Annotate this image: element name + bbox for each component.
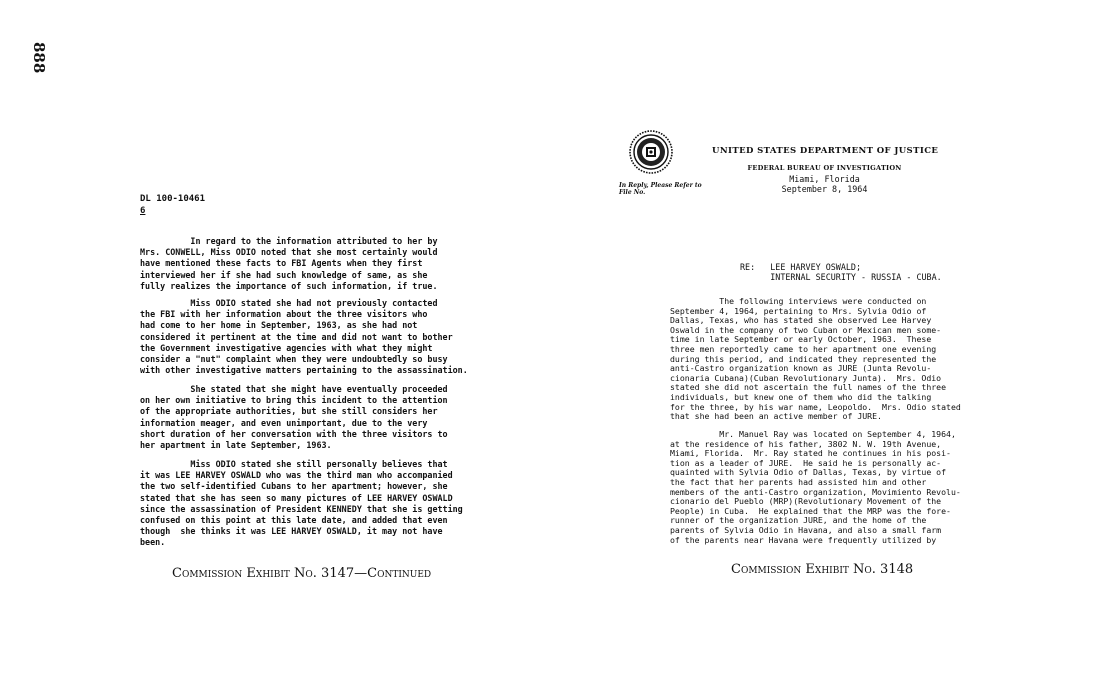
right-paragraph-2: Mr. Manuel Ray was located on September 4, 1964, at the residence of his father, 3802 N. W. 19th Avenue, Miami, Florida. Mr. Ray stated he continues in his posi- tion as a leader of JURE. He said he is personally ac- quainted with Sylvia Odio of Dallas, Texas, by virtue of the fact that her parents had assisted him and other members of the anti-Castro organization, Movimiento Revolu- cionario del Pueblo (MRP)(Revolutionary Movement of the People) in Cuba. He explained that the MRP was the fore- runner of the organization JURE, and the home of the parents of Sylvia Odio in Havana, and also a small farm of the parents near Havana were frequently utilized by: [670, 429, 961, 545]
letter-date: September 8, 1964: [781, 184, 868, 194]
page-number: 888: [30, 42, 48, 74]
right-page: [547, 0, 1094, 691]
file-number-block: [140, 193, 205, 217]
bureau-name: FEDERAL BUREAU OF INVESTIGATION: [747, 164, 902, 172]
reply-note: In Reply, Please Refer to File No.: [619, 182, 702, 196]
fbi-seal-icon: [629, 130, 673, 174]
left-paragraph-1: In regard to the information attributed to her by Mrs. CONWELL, Miss ODIO noted that she most certainly would have mentioned these facts to FBI Agents when they first interviewed her if she had such knowledge of same, as she fully realizes the importance of such information, if true.: [140, 236, 438, 291]
page-indicator: 6: [140, 206, 146, 216]
letter-city: Miami, Florida: [789, 174, 860, 184]
right-paragraph-1: The following interviews were conducted on September 4, 1964, pertaining to Mrs. Sylvia Odio of Dallas, Texas, who has stated she observed Lee Harvey Oswald in the company of two Cuban or Mexican men some- time in late September or early October, 1963. These three men reportedly came to her apartment one evening during this period, and indicated they represented the anti-Castro organization known as JURE (Junta Revolu- cionaria Cubana)(Cuban Revolutionary Junta). Mrs. Odio stated she did not ascertain the full names of the three individuals, but knew one of them who did the talking for the three, by his war name, Leopoldo. Mrs. Odio stated that she had been an active member of JURE.: [670, 296, 961, 422]
department-name: UNITED STATES DEPARTMENT OF JUSTICE: [712, 146, 939, 156]
left-exhibit-caption: Commission Exhibit No. 3147—Continued: [172, 566, 432, 581]
letterhead: [712, 146, 937, 194]
subject-line: RE: LEE HARVEY OSWALD; INTERNAL SECURITY - RUSSIA - CUBA.: [740, 262, 942, 282]
left-paragraph-4: Miss ODIO stated she still personally believes that it was LEE HARVEY OSWALD who was the third man who accompanied the two self-identified Cubans to her apartment; however, she stated that she has seen so many pictures of LEE HARVEY OSWALD since the assassination of President KENNEDY that she is getting confused on this point at this late date, and added that even though she thinks it was LEE HARVEY OSWALD, it may not have been.: [140, 459, 463, 548]
left-paragraph-2: Miss ODIO stated she had not previously contacted the FBI with her information about the three visitors who had come to her home in September, 1963, as she had not considered it pertinent at the time and did not want to bother the Government investigative agencies with what they might consider a "nut" complaint when they were undoubtedly so busy with other investigative matters pertaining to the assassination.: [140, 298, 468, 376]
left-paragraph-3: She stated that she might have eventually proceeded on her own initiative to bring this incident to the attention of the appropriate authorities, but she still considers her information meager, and even unimportant, due to the very short duration of her conversation with the three visitors to her apartment in late September, 1963.: [140, 384, 448, 451]
right-exhibit-caption: Commission Exhibit No. 3148: [731, 562, 914, 577]
file-number: DL 100-10461: [140, 194, 206, 204]
